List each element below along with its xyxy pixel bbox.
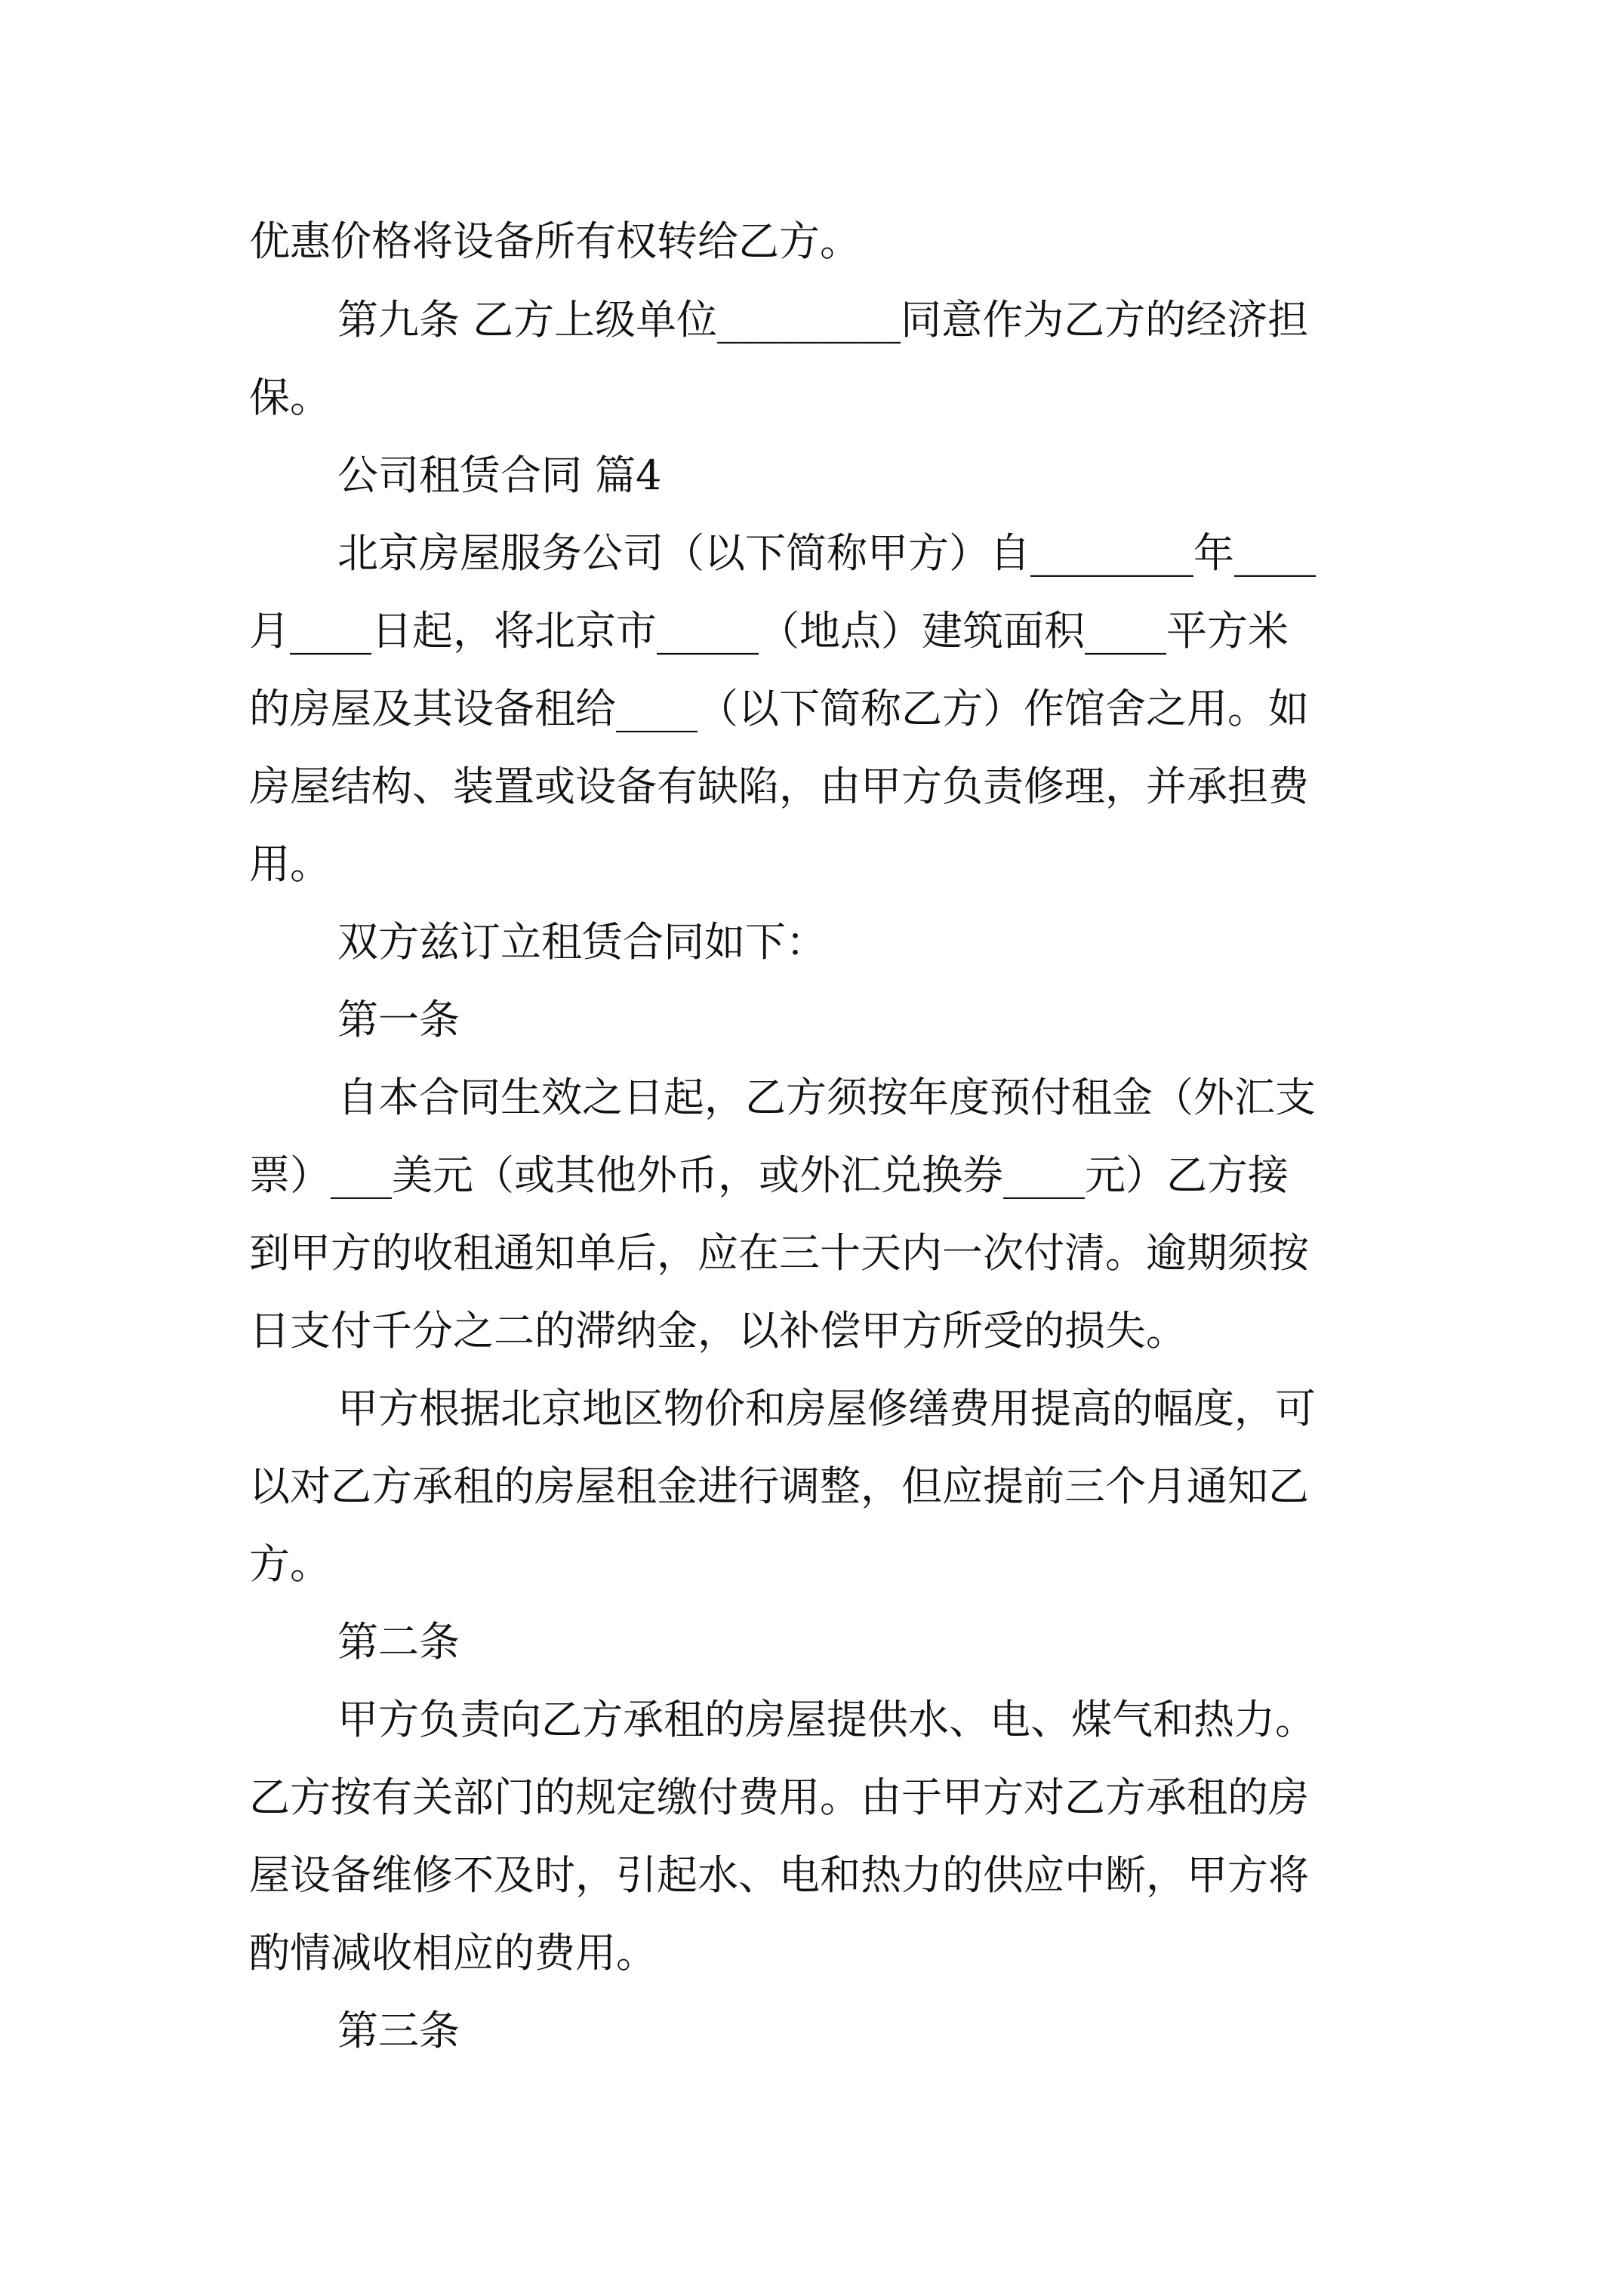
line-08: 房屋结构、装置或设备有缺陷，由甲方负责修理，并承担费	[249, 763, 1309, 810]
line-07: 的房屋及其设备租给____（以下简称乙方）作馆舍之用。如	[249, 685, 1309, 732]
line-13: 票）___美元（或其他外币，或外汇兑换券____元）乙方接	[249, 1151, 1289, 1199]
line-16: 甲方根据北京地区物价和房屋修缮费用提高的幅度，可	[337, 1385, 1316, 1432]
line-18: 方。	[249, 1540, 331, 1588]
line-19: 第二条	[337, 1618, 460, 1666]
line-11: 第一条	[337, 996, 460, 1043]
line-01: 优惠价格将设备所有权转给乙方。	[249, 217, 861, 265]
line-17: 以对乙方承租的房屋租金进行调整，但应提前三个月通知乙	[249, 1462, 1309, 1510]
line-24: 第三条	[337, 2007, 460, 2054]
line-20: 甲方负责向乙方承租的房屋提供水、电、煤气和热力。	[337, 1696, 1316, 1743]
line-02: 第九条 乙方上级单位_________同意作为乙方的经济担	[337, 296, 1309, 344]
line-05: 北京房屋服务公司（以下简称甲方）自________年____	[337, 529, 1316, 577]
line-15: 日支付千分之二的滞纳金，以补偿甲方所受的损失。	[249, 1307, 1187, 1354]
line-12: 自本合同生效之日起，乙方须按年度预付租金（外汇支	[337, 1074, 1316, 1121]
line-04: 公司租赁合同 篇4	[337, 451, 662, 499]
line-23: 酌情减收相应的费用。	[249, 1929, 657, 1977]
line-21: 乙方按有关部门的规定缴付费用。由于甲方对乙方承租的房	[249, 1774, 1309, 1821]
line-14: 到甲方的收租通知单后，应在三十天内一次付清。逾期须按	[249, 1229, 1309, 1277]
line-06: 月____日起，将北京市_____（地点）建筑面积____平方米	[249, 607, 1289, 655]
line-09: 用。	[249, 840, 331, 888]
line-03: 保。	[249, 374, 331, 421]
line-22: 屋设备维修不及时，引起水、电和热力的供应中断，甲方将	[249, 1851, 1309, 1899]
line-10: 双方兹订立租赁合同如下：	[337, 918, 827, 966]
